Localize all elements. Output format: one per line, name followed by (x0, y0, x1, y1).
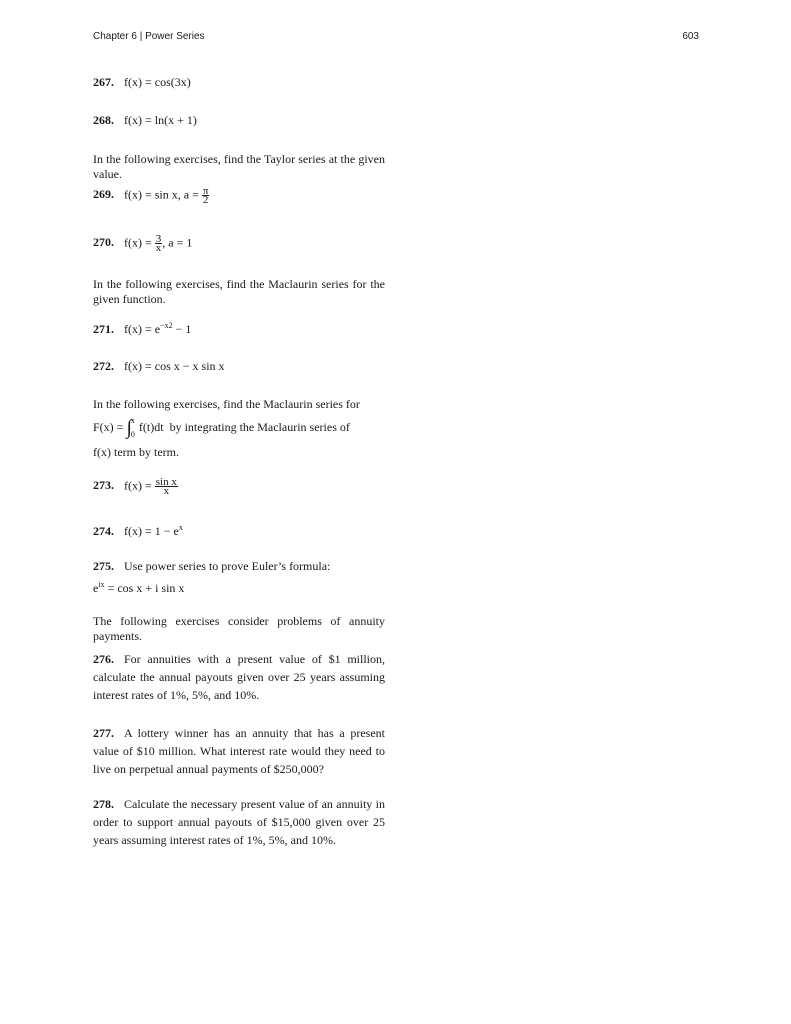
intro-integrate (93, 397, 385, 460)
problem-269 (93, 187, 385, 204)
intro-integrate-line1: In the following exercises, find the Maclaurin series for (93, 397, 360, 411)
intro-taylor: In the following exercises, find the Taylor series at the given value. (93, 152, 385, 181)
exponent: −x2 (160, 321, 173, 330)
intro-integrate-line2 (93, 414, 385, 442)
problem-number: 276. (93, 652, 114, 666)
problem-number: 277. (93, 726, 114, 740)
problem-275-line2 (93, 577, 385, 596)
problem-text: Calculate the necessary present value of an annuity in order to support annual payouts of $15,000 given over 25 years assuming interest rates of 1%, 5%, and 10%. (93, 797, 385, 847)
exponent: x (178, 523, 183, 532)
problem-expression: f(x) = cos x − x sin x (124, 359, 225, 373)
problem-number: 268. (93, 113, 114, 127)
problem-lhs: f(x) = 1 − e (124, 524, 179, 538)
fraction-numerator: 3 (155, 233, 162, 245)
problem-rhs: , a = 1 (162, 235, 193, 250)
problem-text: A lottery winner has an annuity that has a present value of $10 million. What interest rate would they need to live on perpetual annual payments of $250,000? (93, 726, 385, 776)
problem-270 (93, 235, 385, 252)
fraction-numerator: sin x (155, 476, 177, 488)
page-number: 603 (682, 31, 699, 42)
intro-annuity: The following exercises consider problems of annuity payments. (93, 614, 385, 643)
problem-number: 271. (93, 322, 114, 336)
intro-integrate-tail: term by term. (114, 445, 179, 459)
fraction (155, 478, 178, 495)
problem-number: 274. (93, 524, 114, 538)
problem-lhs: f(x) = e (124, 322, 161, 336)
fraction-denominator: x (155, 242, 162, 254)
integral-lower: 0 (130, 430, 135, 439)
problem-expression: f(x) = ln(x + 1) (124, 113, 197, 127)
problem-267 (93, 75, 385, 90)
problem-number: 267. (93, 75, 114, 89)
problem-expression: f(x) = sin x, a = (124, 187, 199, 202)
problem-text: For annuities with a present value of $1 million, calculate the annual payouts given over 25 years assuming interest rates of 1%, 5%, and 10%. (93, 652, 385, 702)
problem-text: Use power series to prove Euler’s formula: (124, 559, 331, 573)
problem-lhs: e (93, 581, 99, 595)
fraction-numerator: π (202, 185, 209, 197)
problem-number: 270. (93, 235, 114, 250)
problem-277 (93, 724, 385, 778)
problem-lhs: f(x) = (124, 235, 152, 250)
problem-number: 273. (93, 478, 114, 493)
problem-lhs: f(x) = (124, 478, 152, 493)
integral-sign: ∫ (126, 416, 132, 439)
intro-integrate-text: by integrating the Maclaurin series of (169, 419, 350, 434)
integral-lhs: F(x) = (93, 419, 124, 434)
problem-273 (93, 478, 385, 495)
problem-number: 269. (93, 187, 114, 202)
intro-integrate-line3 (93, 445, 385, 460)
problem-272 (93, 359, 385, 374)
problem-rhs: − 1 (172, 322, 192, 336)
problem-276 (93, 650, 385, 704)
problem-number: 275. (93, 559, 114, 573)
problem-number: 272. (93, 359, 114, 373)
intro-maclaurin: In the following exercises, find the Maclaurin series for the given function. (93, 277, 385, 306)
integral-limits (130, 414, 136, 442)
problem-278 (93, 795, 385, 849)
problem-271 (93, 318, 385, 337)
problem-275-line1 (93, 559, 385, 574)
integral-upper: x (130, 416, 135, 425)
problem-275 (93, 559, 385, 596)
fraction (202, 187, 210, 204)
fraction-denominator: x (163, 485, 170, 497)
problem-number: 278. (93, 797, 114, 811)
fraction-denominator: 2 (202, 194, 209, 206)
intro-integrate-fx: f(x) (93, 445, 111, 459)
page-header (93, 31, 699, 45)
integral-integrand: f(t)dt (138, 419, 164, 434)
exponent: ix (98, 580, 105, 589)
problem-268 (93, 113, 385, 128)
chapter-title: Chapter 6 | Power Series (93, 31, 205, 42)
problem-274 (93, 520, 385, 539)
problem-expression: f(x) = cos(3x) (124, 75, 191, 89)
problem-rhs: = cos x + i sin x (104, 581, 185, 595)
